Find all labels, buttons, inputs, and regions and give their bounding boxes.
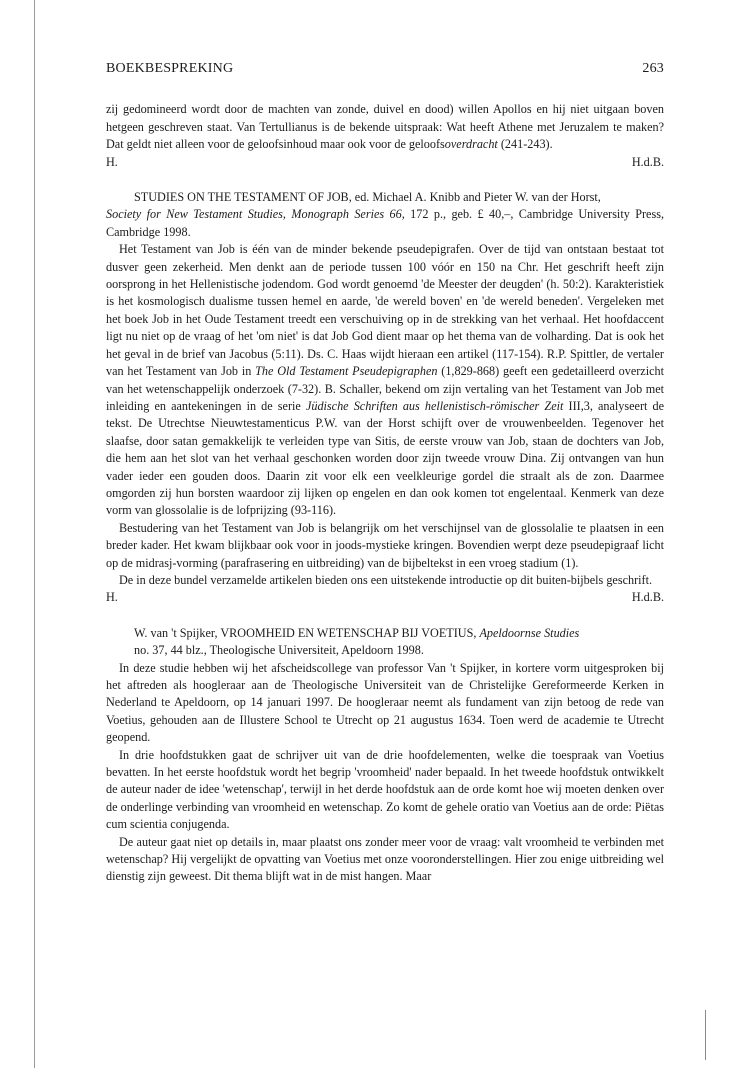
running-title: BOEKBESPREKING xyxy=(106,61,234,76)
review-paragraph: De auteur gaat niet op details in, maar plaatst ons zonder meer voor de vraag: valt vroomheid te verbinden met wetenschap? Hij vergelijkt de opvatting van Voetius met onze vooronderstellingen. Hier zou enige uitbreiding wel dienstig zijn geweest. Dit thema blijft wat in de mist hangen. Maar xyxy=(106,834,664,884)
signature-left: H. xyxy=(106,590,118,605)
cited-series: Jüdische Schriften aus hellenistisch-römischer Zeit xyxy=(305,398,564,413)
review-paragraph: Het Testament van Job is één van de minder bekende pseudepigrafen. Over de tijd van ontstaan bestaat tot dusver geen zekerheid. Men denkt aan de periode tussen 100 vóór en 150 na Chr. Het geschrift heeft zijn oorsprong in het Hellenistische jodendom. God wordt genoemd 'de Meester der deugden' (h. 50:2). Karakteristiek is het kosmologisch dualisme tussen hemel en aarde, 'de wereld boven' en 'de wereld beneden'. Vergeleken met het boek Job in het Oude Testament treedt een verschuiving op in de strekking van het verhaal. Het hoofdaccent ligt nu niet op de vraag of het 'om niet' is dat Job God dient maar op het thema van de volharding. Dat is ook het het geval in de brief van Jacobus (5:11). Ds. C. Haas wijdt hieraan een artikel (117-154). R.P. Spittler, de vertaler van het Testament van Job in The Old Testament Pseudepigraphen (1,829-868) geeft een gedetailleerd overzicht van het wetenschappelijk onderzoek (7-32). B. Schaller, bekend om zijn vertaling van het Testament van Job met inleiding en aantekeningen in de serie Jüdische Schriften aus hellenistisch-römischer Zeit III,3, analyseert de tekst. De Utrechtse Nieuwtestamenticus P.W. van der Horst schijft over de vrouwenbeelden. Tegenover het slaafse, door satan gemakkelijk te verleiden type van Sitis, de eerste vrouw van Job, staan de dochters van Job, die hem aan het slot van het verhaal geschonken worden door zijn tweede vrouw Dina. Zij ontvangen van hun vader ieder een gouden doos. Daarin zit voor elk een veelkleurige gordel die straalt als de zon. Daarmee omgorden zij hun borsten waardoor zij lijken op engelen en dan ook komen tot engelentaal. Kenmerk van deze vorm van glossolalie is de lofprijzing (93-116). xyxy=(106,242,665,518)
signature-line xyxy=(106,154,664,171)
signature-right: H.d.B. xyxy=(631,590,664,605)
review-heading: STUDIES ON THE TESTAMENT OF JOB, ed. Michael A. Knibb and Pieter W. van der Horst, xyxy=(134,190,601,205)
review-paragraph: In deze studie hebben wij het afscheidscollege van professor Van 't Spijker, in kortere vorm uitgesproken bij het aftreden als hoogleraar aan de Theologische Universiteit van de Christelijke Gereformeerde Kerken in Nederland te Apeldoorn, op 14 januari 1997. De hoogleraar neemt als fundament van zijn betoog de rede van Voetius, gehouden aan de Illustere School te Utrecht op 21 augustus 1634. Toen werd de academie te Utrecht geopend. xyxy=(106,660,664,745)
review-heading: W. van 't Spijker, VROOMHEID EN WETENSCHAP BIJ VOETIUS, Apeldoornse Studies xyxy=(134,625,580,640)
continuation-italic: overdracht xyxy=(444,137,498,152)
cited-title: The Old Testament Pseudepigraphen xyxy=(255,364,438,379)
signature-right: H.d.B. xyxy=(631,154,664,169)
review-paragraph: Bestudering van het Testament van Job is belangrijk om het verschijnsel van de glossolalie te plaatsen in een breder kader. Het kwam blijkbaar ook voor in joods-mystieke kringen. Bovendien werpt deze pseudepigraaf licht op de midrasj-vorming (parafrasering en uitbreiding) van de bijbeltekst in een vroeg stadium (1). xyxy=(106,520,664,570)
review-paragraph: De in deze bundel verzamelde artikelen bieden ons een uitstekende introductie op dit buiten-bijbels geschrift. xyxy=(119,572,653,587)
continuation-paragraph: zij gedomineerd wordt door de machten van zonde, duivel en dood) willen Apollos en hij niet uitgaan boven hetgeen geschreven staat. Van Tertullianus is de bekende uitspraak: Wat heeft Athene met Jeruzalem te maken? Dat geldt niet alleen voor de geloofsinhoud maar ook voor de geloofsoverdracht (241-243). xyxy=(106,102,664,152)
scan-margin-line xyxy=(34,0,35,1068)
page-body xyxy=(106,60,664,886)
scan-edge-line xyxy=(705,1010,706,1060)
review-paragraph: In drie hoofdstukken gaat de schrijver uit van de drie hoofdelementen, welke die toespraak van Voetius bevatten. In het eerste hoofdstuk wordt het begrip 'vroomheid' nader bepaald. In het tweede hoofdstuk ontwikkelt de auteur nader de idee 'wetenschap', terwijl in het derde hoofdstuk aan de orde komt hoe wij moeten denken over de onderlinge verbinding van vroomheid en wetenschap. Zo komt de gehele oratio van Voetius aan de orde: Piëtas cum scientia conjugenda. xyxy=(106,747,664,832)
page-header xyxy=(106,60,664,77)
review-publication-info: Society for New Testament Studies, Monograph Series 66, 172 p., geb. £ 40,–, Cambridge University Press, Cambridge 1998. xyxy=(106,207,664,239)
series-title: Society for New Testament Studies, Monograph Series 66, xyxy=(106,207,405,222)
page-number: 263 xyxy=(642,61,664,76)
signature-line xyxy=(106,589,664,606)
series-title: Apeldoornse Studies xyxy=(479,625,580,640)
review-publication-info: no. 37, 44 blz., Theologische Universiteit, Apeldoorn 1998. xyxy=(134,643,424,658)
signature-left: H. xyxy=(106,154,118,169)
